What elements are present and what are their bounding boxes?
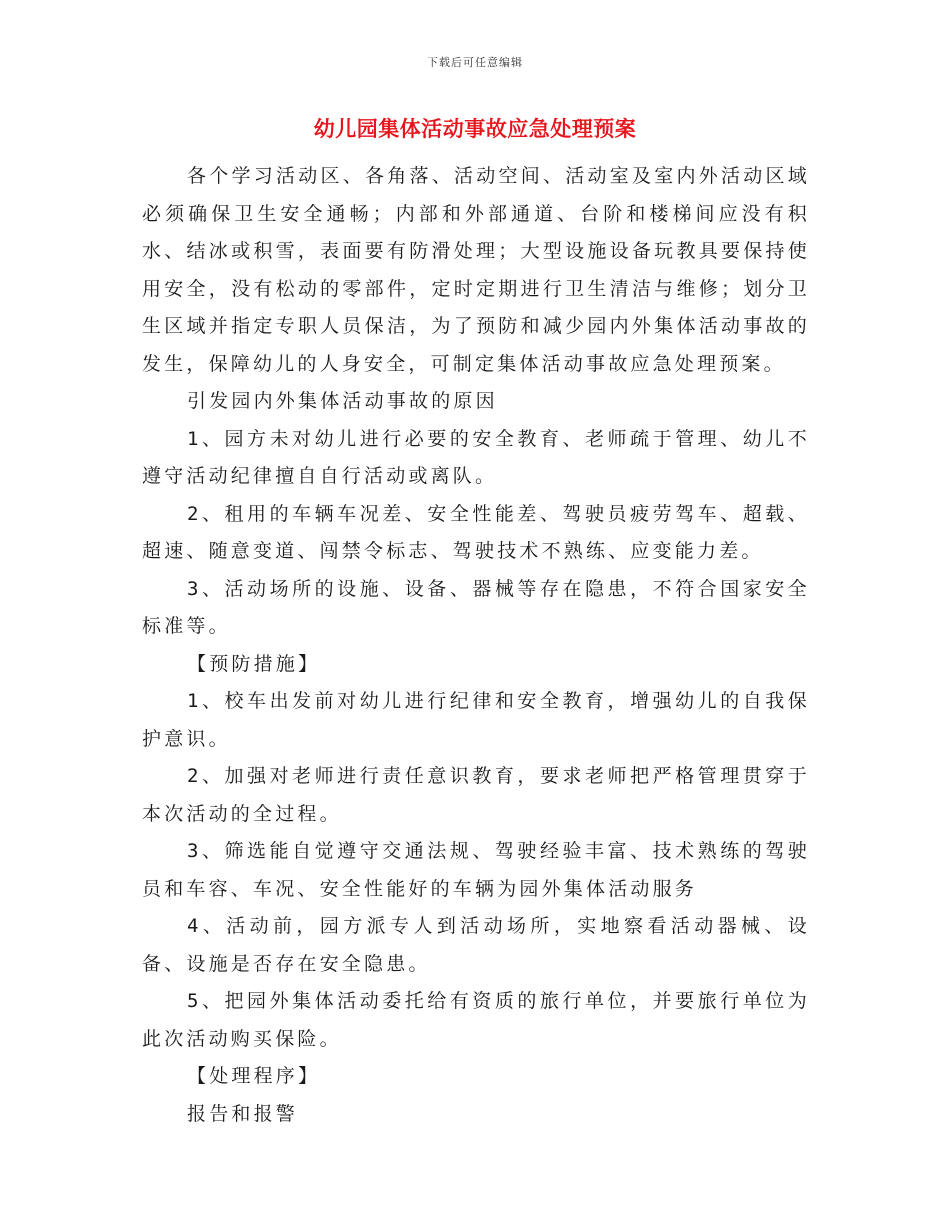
document-body [142,158,810,1133]
prevention-item-5: 5、把园外集体活动委托给有资质的旅行单位，并要旅行单位为此次活动购买保险。 [142,990,810,1050]
prevention-item-4: 4、活动前，园方派专人到活动场所，实地察看活动器械、设备、设施是否存在安全隐患。 [142,915,810,975]
procedure-heading: 【处理程序】 [187,1065,321,1087]
header-note: 下载后可任意编辑 [427,56,523,69]
prevention-item-2: 2、加强对老师进行责任意识教育，要求老师把严格管理贯穿于本次活动的全过程。 [142,765,810,825]
document-title: 幼儿园集体活动事故应急处理预案 [313,117,637,141]
prevention-item-3: 3、筛选能自觉遵守交通法规、驾驶经验丰富、技术熟练的驾驶员和车容、车况、安全性能好的车辆为园外集体活动服务 [142,840,810,900]
cause-item-3: 3、活动场所的设施、设备、器械等存在隐患，不符合国家安全标准等。 [142,577,810,637]
intro-paragraph: 各个学习活动区、各角落、活动空间、活动室及室内外活动区域必须确保卫生安全通畅；内部和外部通道、台阶和楼梯间应没有积水、结冰或积雪，表面要有防滑处理；大型设施设备玩教具要保持使用安全，没有松动的零部件，定时定期进行卫生清洁与维修；划分卫生区域并指定专职人员保洁，为了预防和减少园内外集体活动事故的发生，保障幼儿的人身安全，可制定集体活动事故应急处理预案。 [142,165,810,375]
prevention-item-1: 1、校车出发前对幼儿进行纪律和安全教育，增强幼儿的自我保护意识。 [142,690,810,750]
prevention-heading: 【预防措施】 [187,652,321,675]
cause-item-2: 2、租用的车辆车况差、安全性能差、驾驶员疲劳驾车、超载、超速、随意变道、闯禁令标志、驾驶技术不熟练、应变能力差。 [142,502,810,562]
cause-item-1: 1、园方未对幼儿进行必要的安全教育、老师疏于管理、幼儿不遵守活动纪律擅自自行活动或离队。 [142,427,810,487]
procedure-item-report: 报告和报警 [187,1102,299,1125]
causes-heading: 引发园内外集体活动事故的原因 [187,390,498,412]
